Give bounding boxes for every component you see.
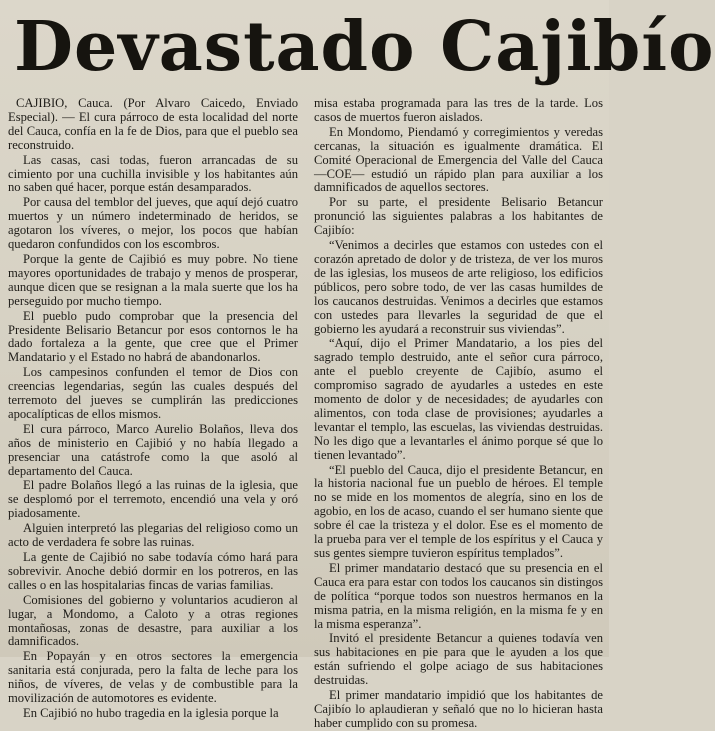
paragraph: En Cajibió no hubo tragedia en la iglesia porque la [23,705,279,720]
headline: Devastado Cajibío [14,7,715,87]
paragraph: El primer mandatario destacó que su presencia en el Cauca era para estar con todos los caucanos sin distingos de política “porque todos son nuestros hermanos en la misma patria, en la misma religión, en la misma fe y en la misma esperanza”. [314,560,603,631]
paragraph: El pueblo pudo comprobar que la presencia del Presidente Belisario Betancur por esos contornos le ha dado fortaleza a la gente, que cree que el Primer Mandatario y el Estado no habrá de abandonarlos. [8,308,298,365]
paragraph: Los campesinos confunden el temor de Dios con creencias legendarias, según las cuales después del terremoto del jueves se cumplirán las predicciones apocalípticas de ellos mismos. [8,365,298,421]
paragraph: La gente de Cajibió no sabe todavía cómo hará para sobrevivir. Anoche debió dormir en los potreros, en las calles o en las hospitalarias fincas de varias familias. [8,550,298,592]
left-column [8,96,298,720]
paragraph: Alguien interpretó las plegarias del religioso como un acto de verdadera fe sobre las ruinas. [8,521,298,550]
paragraph: En Mondomo, Piendamó y corregimientos y veredas cercanas, la situación es igualmente dramática. El Comité Operacional de Emergencia del Valle del Cauca —COE— estudió un rápido plan para auxiliar a los damnificados de aquellos sectores. [314,124,603,195]
paragraph: Invitó el presidente Betancur a quienes todavía ven sus habitaciones en pie para que le ayuden a los que están sufriendo el golpe aciago de sus habitaciones destruidas. [314,631,603,688]
right-column [314,96,603,730]
paragraph: Por causa del temblor del jueves, que aquí dejó cuatro muertos y un número indeterminado de heridos, se agotaron los víveres, o mejor, los pocos que habían quedaron confundidos con los escombros. [8,195,298,252]
quote-paragraph: “Venimos a decirles que estamos con ustedes con el corazón apretado de dolor y de tristeza, de ver los muros de las iglesias, los museos de arte religioso, los edificios públicos, pero sobre todo, de ver las casas humildes de los caucanos destruidas. Venimos a decirles que estamos con ustedes para llevarles la seguridad de que el gobierno les ayudará a reconstruir sus viviendas”. [314,238,603,336]
quote-paragraph: “El pueblo del Cauca, dijo el presidente Betancur, en la historia nacional fue un pueblo de héroes. El temple no se mide en los momentos de alegría, sino en los de agobio, en los de acaso, cuando el ser humano siente que sobre él cae la tristeza y el dolor. Ese es el momento de la prueba para ver el temple de los espíritus y el Cauca y sus gentes siempre tuvieron espíritus templados”. [314,462,603,560]
paragraph: Comisiones del gobierno y voluntarios acudieron al lugar, a Mondomo, a Caloto y a otras regiones montañosas, zonas de desastre, para auxiliar a los damnificados. [8,592,298,649]
paragraph: El cura párroco, Marco Aurelio Bolaños, lleva dos años de ministerio en Cajibió y no había llegado a presenciar una catástrofe como la que asoló al departamento del Cauca. [8,421,298,478]
paragraph: Porque la gente de Cajibió es muy pobre. No tiene mayores oportunidades de trabajo y menos de prosperar, aunque dicen que se resignan a la mala suerte que los ha perseguido por mucho tiempo. [8,251,298,308]
paragraph-dateline: CAJIBIO, Cauca. (Por Alvaro Caicedo, Enviado Especial). — El cura párroco de esta localidad del norte del Cauca, confía en la fe de Dios, para que el pueblo sea reconstruido. [8,96,298,152]
paragraph: Por su parte, el presidente Belisario Betancur pronunció las siguientes palabras a los habitantes de Cajibío: [314,195,603,238]
paragraph: El padre Bolaños llegó a las ruinas de la iglesia, que se desplomó por el terremoto, encendió una vela y oró piadosamente. [8,478,298,521]
paragraph: Las casas, casi todas, fueron arrancadas de su cimiento por una cuchilla invisible y los habitantes aún no saben qué hacer, porque están desamparados. [8,152,298,195]
paragraph: En Popayán y en otros sectores la emergencia sanitaria está conjurada, pero la falta de leche para los niños, de víveres, de velas y de combustible para la movilización de automotores es evidente. [8,649,298,706]
quote-paragraph: “Aquí, dijo el Primer Mandatario, a los pies del sagrado templo destruido, ante el señor cura párroco, ante el pueblo creyente de Cajibío, asumo el compromiso sagrado de ayudarles a ustedes en este momento de dolor y de necesidades; de ayudarles con alimentos, con toda clase de provisiones; ayudarles a levantar el templo, las escuelas, las viviendas destruidas. No les digo que a levantarles el ánimo porque sé que lo tienen levantado”. [314,336,603,462]
paragraph: El primer mandatario impidió que los habitantes de Cajibío lo aplaudieran y señaló que no lo hicieran hasta haber cumplido con su promesa. [314,688,603,730]
paragraph-continued: misa estaba programada para las tres de la tarde. Los casos de muertos fueron aislados. [314,96,603,124]
